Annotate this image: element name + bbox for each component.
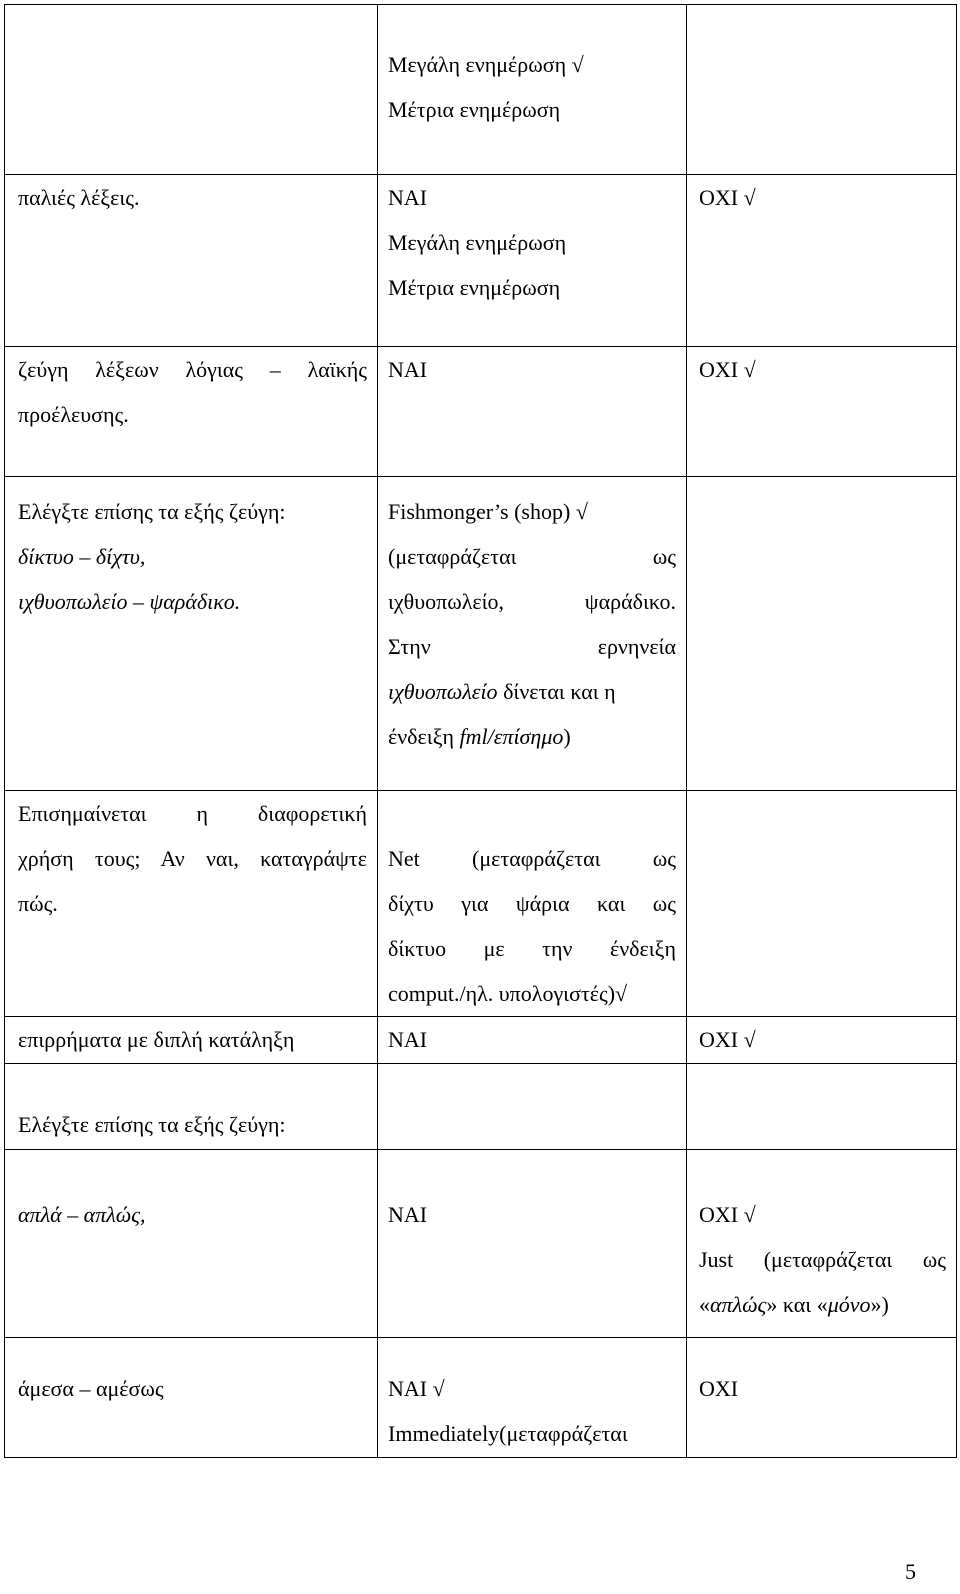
- table-row: [5, 347, 957, 477]
- table-cell: [378, 477, 687, 791]
- table-row: [5, 5, 957, 175]
- table-row: [5, 477, 957, 791]
- cell-text: (μεταφράζεται ως: [388, 544, 676, 569]
- table-cell: [378, 5, 687, 175]
- table-cell: [687, 477, 957, 791]
- table-cell: [687, 1150, 957, 1338]
- cell-text: δίκτυο – δίχτυ,: [18, 544, 146, 569]
- cell-text: ΟΧΙ √: [699, 1027, 756, 1052]
- table-cell: [5, 5, 378, 175]
- cell-text: ΝΑΙ: [388, 185, 428, 210]
- table-cell: [687, 1017, 957, 1064]
- cell-text-italic: ιχθυοπωλείο: [388, 679, 498, 704]
- cell-text: χρήση τους; Αν ναι, καταγράψτε: [18, 846, 367, 871]
- cell-text: Fishmonger’s (shop) √: [388, 499, 588, 524]
- page-number: 5: [905, 1559, 916, 1584]
- table-cell: [378, 347, 687, 477]
- cell-text: ιχθυοπωλείο, ψαράδικο.: [388, 589, 676, 614]
- cell-text: ΝΑΙ: [388, 1027, 428, 1052]
- cell-text: «: [699, 1292, 710, 1317]
- cell-text: Μέτρια ενημέρωση: [388, 97, 561, 122]
- cell-text: Net (μεταφράζεται ως: [388, 846, 676, 871]
- cell-text: παλιές λέξεις.: [18, 185, 140, 210]
- table-cell: [378, 791, 687, 1017]
- table-cell: [378, 1064, 687, 1150]
- cell-text: ΟΧΙ: [699, 1376, 739, 1401]
- table-cell: [5, 1338, 378, 1458]
- cell-text: ιχθυοπωλείο – ψαράδικο.: [18, 589, 241, 614]
- table-cell: [5, 1017, 378, 1064]
- table-cell: [687, 5, 957, 175]
- table-cell: [378, 175, 687, 347]
- table-cell: [687, 791, 957, 1017]
- cell-text-italic: μόνο: [827, 1292, 871, 1317]
- cell-text: άμεσα – αμέσως: [18, 1376, 164, 1401]
- cell-text: comput./ηλ. υπολογιστές)√: [388, 981, 628, 1006]
- table-row: [5, 1338, 957, 1458]
- table-cell: [378, 1017, 687, 1064]
- cell-text: δίνεται και η: [497, 679, 616, 704]
- table-cell: [5, 1064, 378, 1150]
- table-row: [5, 1150, 957, 1338]
- cell-text: Just (μεταφράζεται ως: [699, 1247, 946, 1272]
- cell-text: Immediately(μεταφράζεται: [388, 1421, 628, 1446]
- cell-text: » και «: [766, 1292, 828, 1317]
- table-cell: [5, 477, 378, 791]
- cell-text: ΟΧΙ √: [699, 357, 756, 382]
- table-cell: [687, 1064, 957, 1150]
- table-cell: [378, 1150, 687, 1338]
- table-cell: [687, 1338, 957, 1458]
- cell-text: ΝΑΙ: [388, 1202, 428, 1227]
- cell-text: »): [870, 1292, 889, 1317]
- cell-text: ΟΧΙ √: [699, 185, 756, 210]
- cell-text: Ελέγξτε επίσης τα εξής ζεύγη:: [18, 1112, 286, 1137]
- evaluation-table: [4, 4, 957, 1458]
- cell-text: Επισημαίνεται η διαφορετική: [18, 801, 367, 826]
- cell-text: ΟΧΙ √: [699, 1202, 756, 1227]
- cell-text-italic: απλώς: [710, 1292, 767, 1317]
- cell-text: Μεγάλη ενημέρωση √: [388, 52, 584, 77]
- cell-text: δίκτυο με την ένδειξη: [388, 936, 676, 961]
- cell-text-italic: fml/επίσημο: [459, 724, 564, 749]
- cell-text: δίχτυ για ψάρια και ως: [388, 891, 676, 916]
- cell-text: απλά – απλώς,: [18, 1202, 146, 1227]
- cell-text: ΝΑΙ: [388, 357, 428, 382]
- table-cell: [378, 1338, 687, 1458]
- cell-text: Μεγάλη ενημέρωση: [388, 230, 567, 255]
- cell-text: Ελέγξτε επίσης τα εξής ζεύγη:: [18, 499, 286, 524]
- table-cell: [687, 347, 957, 477]
- cell-text: Μέτρια ενημέρωση: [388, 275, 561, 300]
- table-row: [5, 1064, 957, 1150]
- cell-text: ένδειξη: [388, 724, 460, 749]
- cell-text: ζεύγη λέξεων λόγιας – λαϊκής: [18, 357, 367, 382]
- table-row: [5, 791, 957, 1017]
- table-cell: [5, 791, 378, 1017]
- table-row: [5, 1017, 957, 1064]
- cell-text: επιρρήματα με διπλή κατάληξη: [18, 1027, 295, 1052]
- cell-text: πώς.: [18, 891, 58, 916]
- cell-text: Στην ερνηνεία: [388, 634, 676, 659]
- cell-text: προέλευσης.: [18, 402, 129, 427]
- table-row: [5, 175, 957, 347]
- table-cell: [5, 175, 378, 347]
- table-cell: [5, 1150, 378, 1338]
- cell-text: ): [563, 724, 571, 749]
- cell-text: ΝΑΙ √: [388, 1376, 445, 1401]
- table-cell: [687, 175, 957, 347]
- table-cell: [5, 347, 378, 477]
